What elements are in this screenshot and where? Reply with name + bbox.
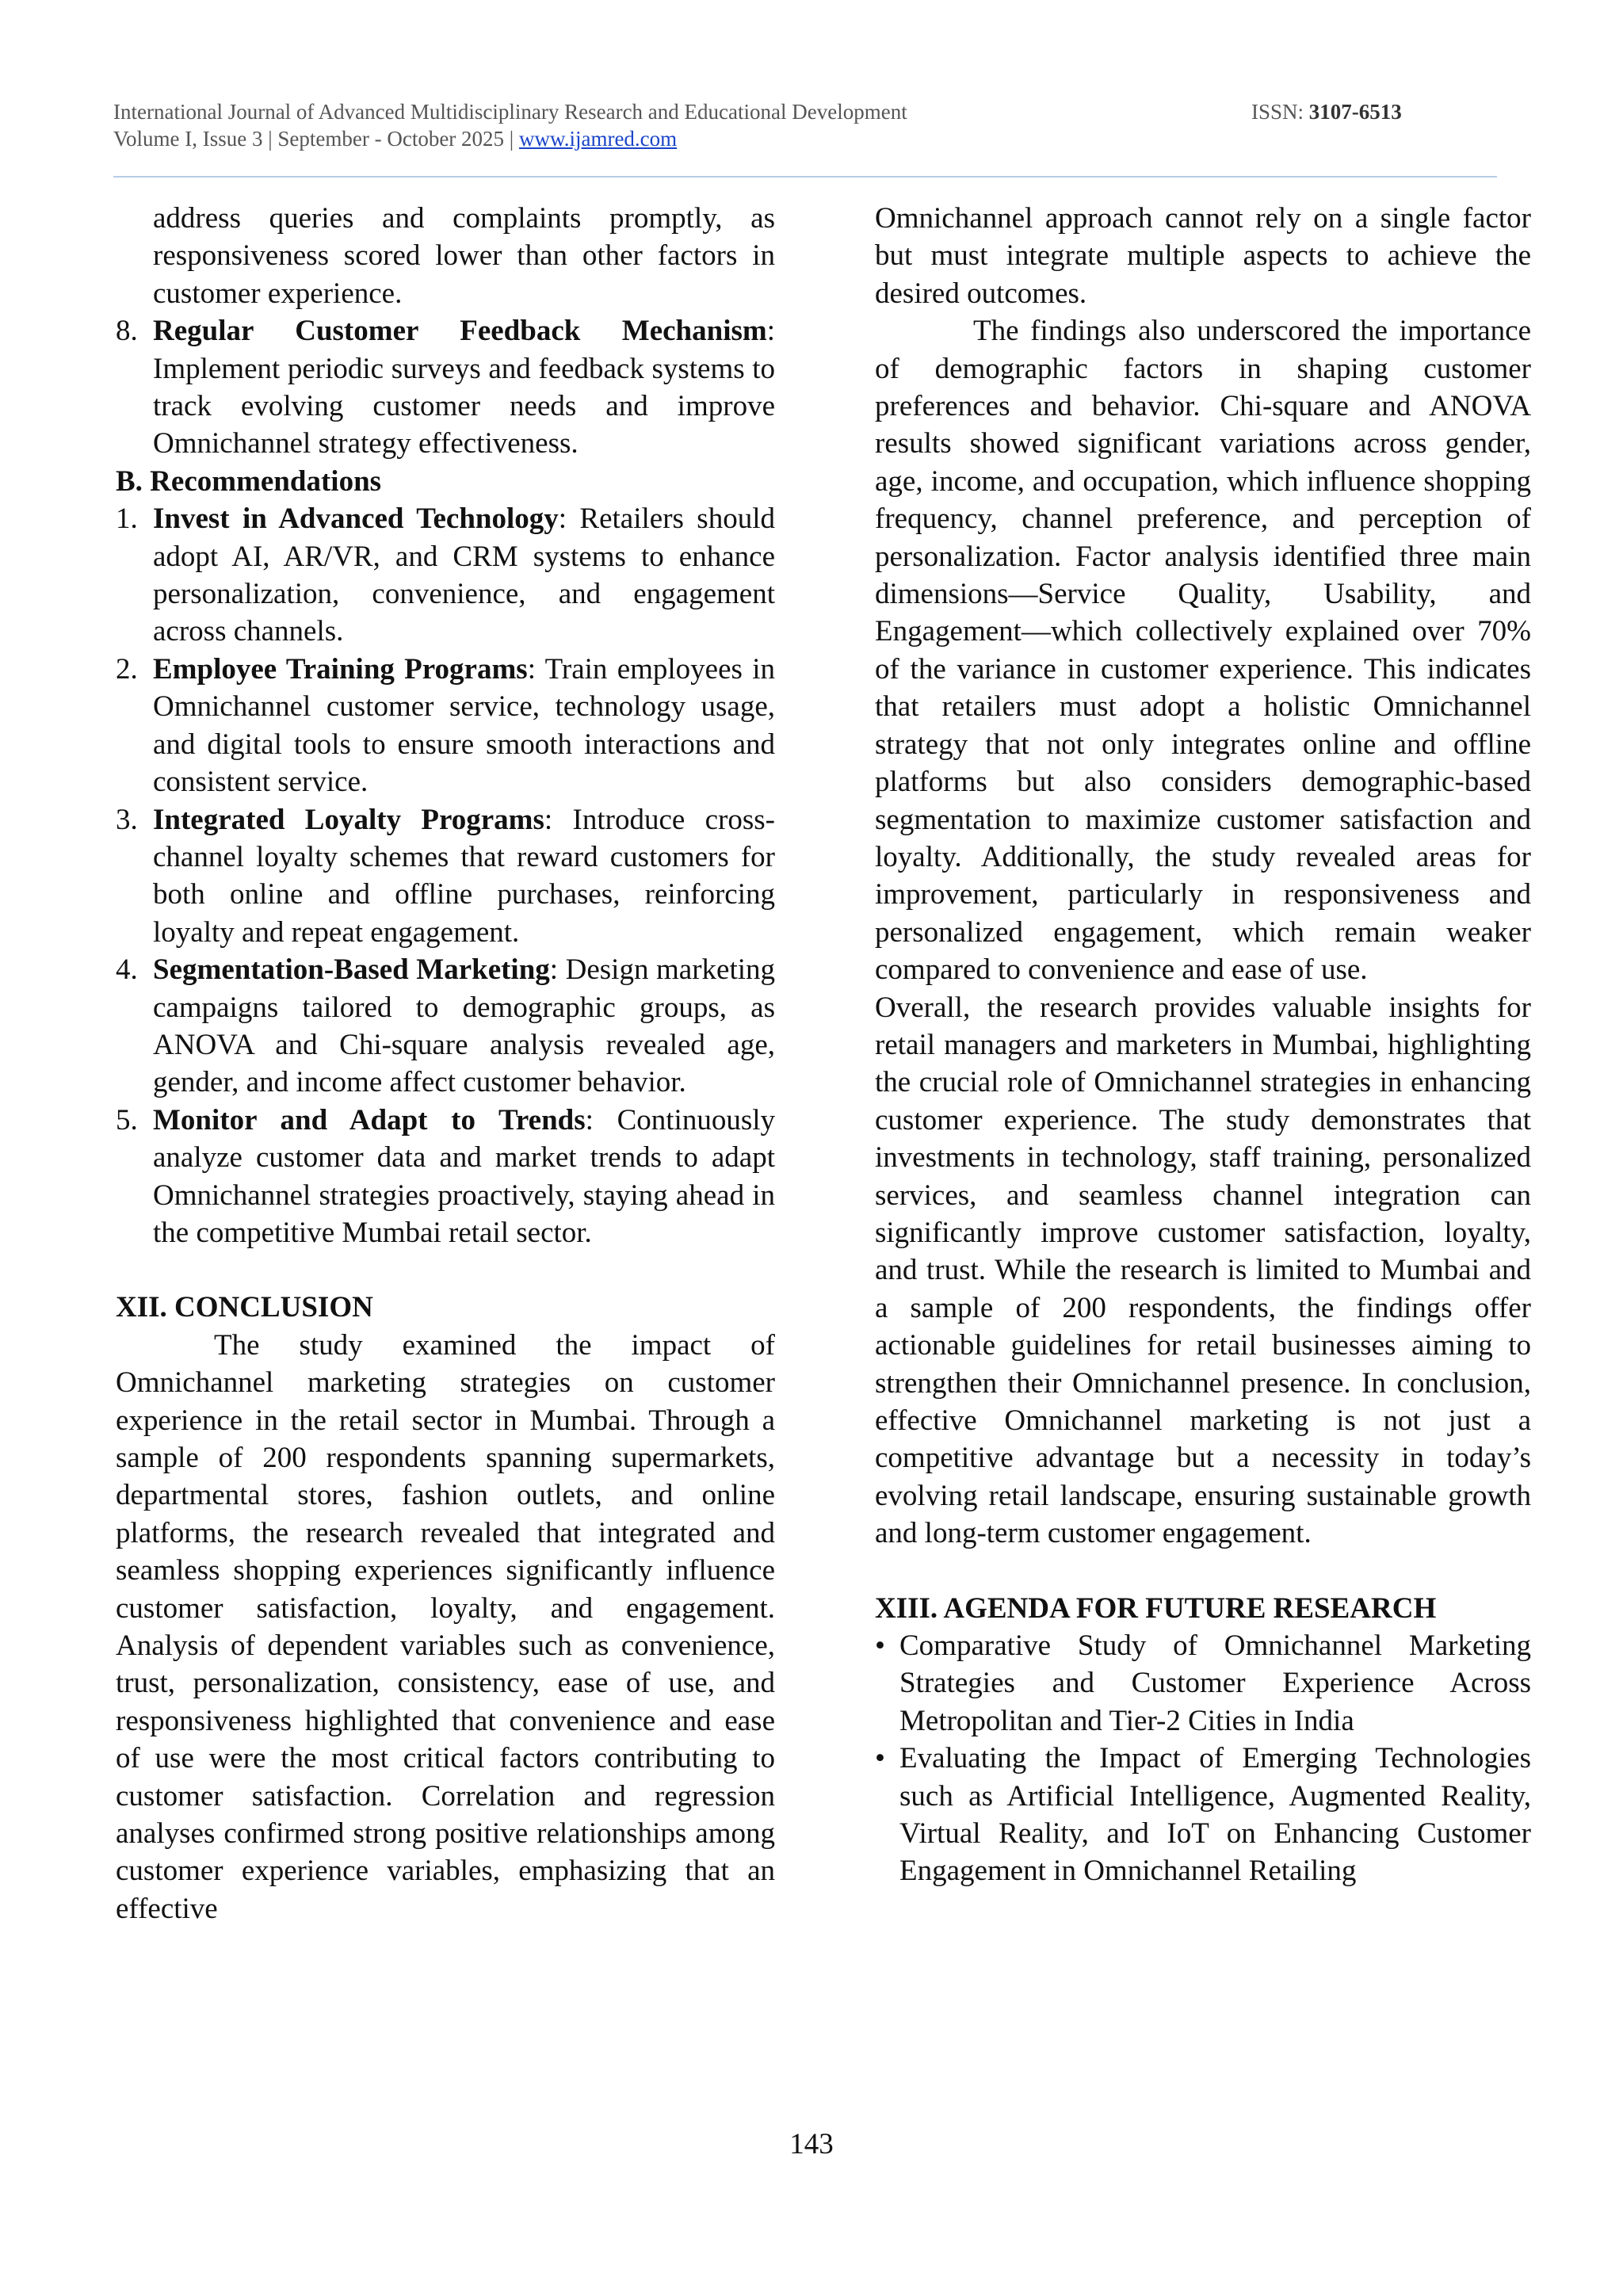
future-research-item — [875, 1627, 1531, 1740]
volume-issue-line — [113, 125, 1500, 152]
continued-item-text: address queries and complaints promptly, as responsiveness scored lower than other factors in customer experience. — [153, 202, 775, 310]
issn — [1251, 98, 1402, 125]
left-column — [116, 200, 775, 1927]
list-item-text: : Implement periodic surveys and feedback systems to track evolving customer needs and improve Omnichannel strategy effectiveness. — [153, 315, 775, 460]
list-item-title: Monitor and Adapt to Trends — [153, 1103, 586, 1137]
journal-header — [113, 98, 1500, 152]
recommendation-item — [116, 1102, 775, 1252]
list-item-title: Regular Customer Feedback Mechanism — [153, 315, 767, 348]
list-item-title: Integrated Loyalty Programs — [153, 803, 544, 836]
section-spacer — [875, 1553, 1531, 1590]
volume-issue-text: Volume I, Issue 3 | September - October 2025 | — [113, 127, 519, 151]
list-number: 2. — [116, 652, 138, 686]
issn-label: ISSN: — [1251, 100, 1309, 124]
list-item-title: Employee Training Programs — [153, 652, 528, 686]
page-number: 143 — [789, 2128, 834, 2160]
list-item-8 — [116, 312, 775, 463]
list-number: 5. — [116, 1103, 138, 1137]
list-number: 8. — [116, 315, 138, 348]
list-item-title: Invest in Advanced Technology — [153, 502, 559, 536]
list-item-title: Segmentation-Based Marketing — [153, 953, 550, 987]
future-item-text: Comparative Study of Omnichannel Marketing Strategies and Customer Experience Across Metropolitan and Tier-2 Cities in India — [899, 1629, 1531, 1737]
conclusion-paragraph: The study examined the impact of Omnichannel marketing strategies on customer experience in the retail sector in Mumbai. Through a sample of 200 respondents spanning supermarkets, departmental stores, fashion outlets, and online platforms, the research revealed that integrated and seamless shopping experiences significantly influence customer satisfaction, loyalty, and engagement. Analysis of dependent variables such as convenience, trust, personalization, consistency, ease of use, and responsiveness highlighted that convenience and ease of use were the most critical factors contributing to customer satisfaction. Correlation and regression analyses confirmed strong positive relationships among customer experience variables, emphasizing that an effective — [116, 1328, 775, 1925]
findings-paragraph: The findings also underscored the importance of demographic factors in shaping customer preferences and behavior. Chi-square and ANOVA results showed significant variations across gender, age, income, and occupation, which influence shopping frequency, channel preference, and perception of personalization. Factor analysis identified three main dimensions—Service Quality, Usability, and Engagement—which collectively explained over 70% of the variance in customer experience. This indicates that retailers must adopt a holistic Omnichannel strategy that not only integrates online and offline platforms but also considers demographic-based segmentation to maximize customer satisfaction and loyalty. Additionally, the study revealed areas for improvement, particularly in responsiveness and personalized engagement, which remain weaker compared to convenience and ease of use. — [875, 315, 1531, 987]
header-divider — [113, 176, 1497, 178]
right-column — [875, 200, 1531, 1890]
recommendations-heading: B. Recommendations — [116, 464, 382, 498]
list-item-text: : Design marketing campaigns tailored to demographic groups, as ANOVA and Chi-square analysis revealed age, gender, and income affect customer behavior. — [153, 953, 775, 1099]
list-item-text: : Retailers should adopt AI, AR/VR, and CRM systems to enhance personalization, convenience, and engagement across channels. — [153, 502, 775, 648]
list-number: 4. — [116, 953, 138, 987]
issn-value: 3107-6513 — [1308, 100, 1402, 124]
section-spacer — [116, 1251, 775, 1289]
conclusion-paragraph-continued: Omnichannel approach cannot rely on a single factor but must integrate multiple aspects to achieve the desired outcomes. — [875, 202, 1531, 310]
overall-paragraph: Overall, the research provides valuable insights for retail managers and marketers in Mumbai, highlighting the crucial role of Omnichannel strategies in enhancing customer experience. The study demonstrates that investments in technology, staff training, personalized services, and seamless channel integration can significantly improve customer satisfaction, loyalty, and trust. While the research is limited to Mumbai and a sample of 200 respondents, the findings offer actionable guidelines for retail businesses aiming to strengthen their Omnichannel presence. In conclusion, effective Omnichannel marketing is not just a competitive advantage but a necessity in today’s evolving retail landscape, ensuring sustainable growth and long-term customer engagement. — [875, 991, 1531, 1550]
bullet-icon: • — [875, 1629, 885, 1663]
future-research-item — [875, 1740, 1531, 1890]
list-item-text: : Train employees in Omnichannel customer service, technology usage, and digital tools to ensure smooth interactions and consistent service. — [153, 652, 775, 799]
future-research-heading: XIII. AGENDA FOR FUTURE RESEARCH — [875, 1591, 1437, 1625]
list-item-text: : Introduce cross-channel loyalty schemes that reward customers for both online and offline purchases, reinforcing loyalty and repeat engagement. — [153, 803, 775, 949]
journal-title: International Journal of Advanced Multidisciplinary Research and Educational Development — [113, 100, 907, 124]
list-number: 3. — [116, 803, 138, 836]
conclusion-heading: XII. CONCLUSION — [116, 1291, 373, 1324]
list-number: 1. — [116, 502, 138, 536]
list-item-text: : Continuously analyze customer data and market trends to adapt Omnichannel strategies proactively, staying ahead in the competitive Mumbai retail sector. — [153, 1103, 775, 1249]
recommendation-item — [116, 951, 775, 1102]
bullet-icon: • — [875, 1742, 885, 1775]
recommendation-item — [116, 651, 775, 801]
journal-website-link[interactable]: www.ijamred.com — [518, 127, 678, 151]
recommendation-item — [116, 801, 775, 952]
recommendation-item — [116, 500, 775, 651]
future-item-text: Evaluating the Impact of Emerging Technologies such as Artificial Intelligence, Augmented Reality, Virtual Reality, and IoT on Enhancing Customer Engagement in Omnichannel Retailing — [899, 1742, 1531, 1888]
